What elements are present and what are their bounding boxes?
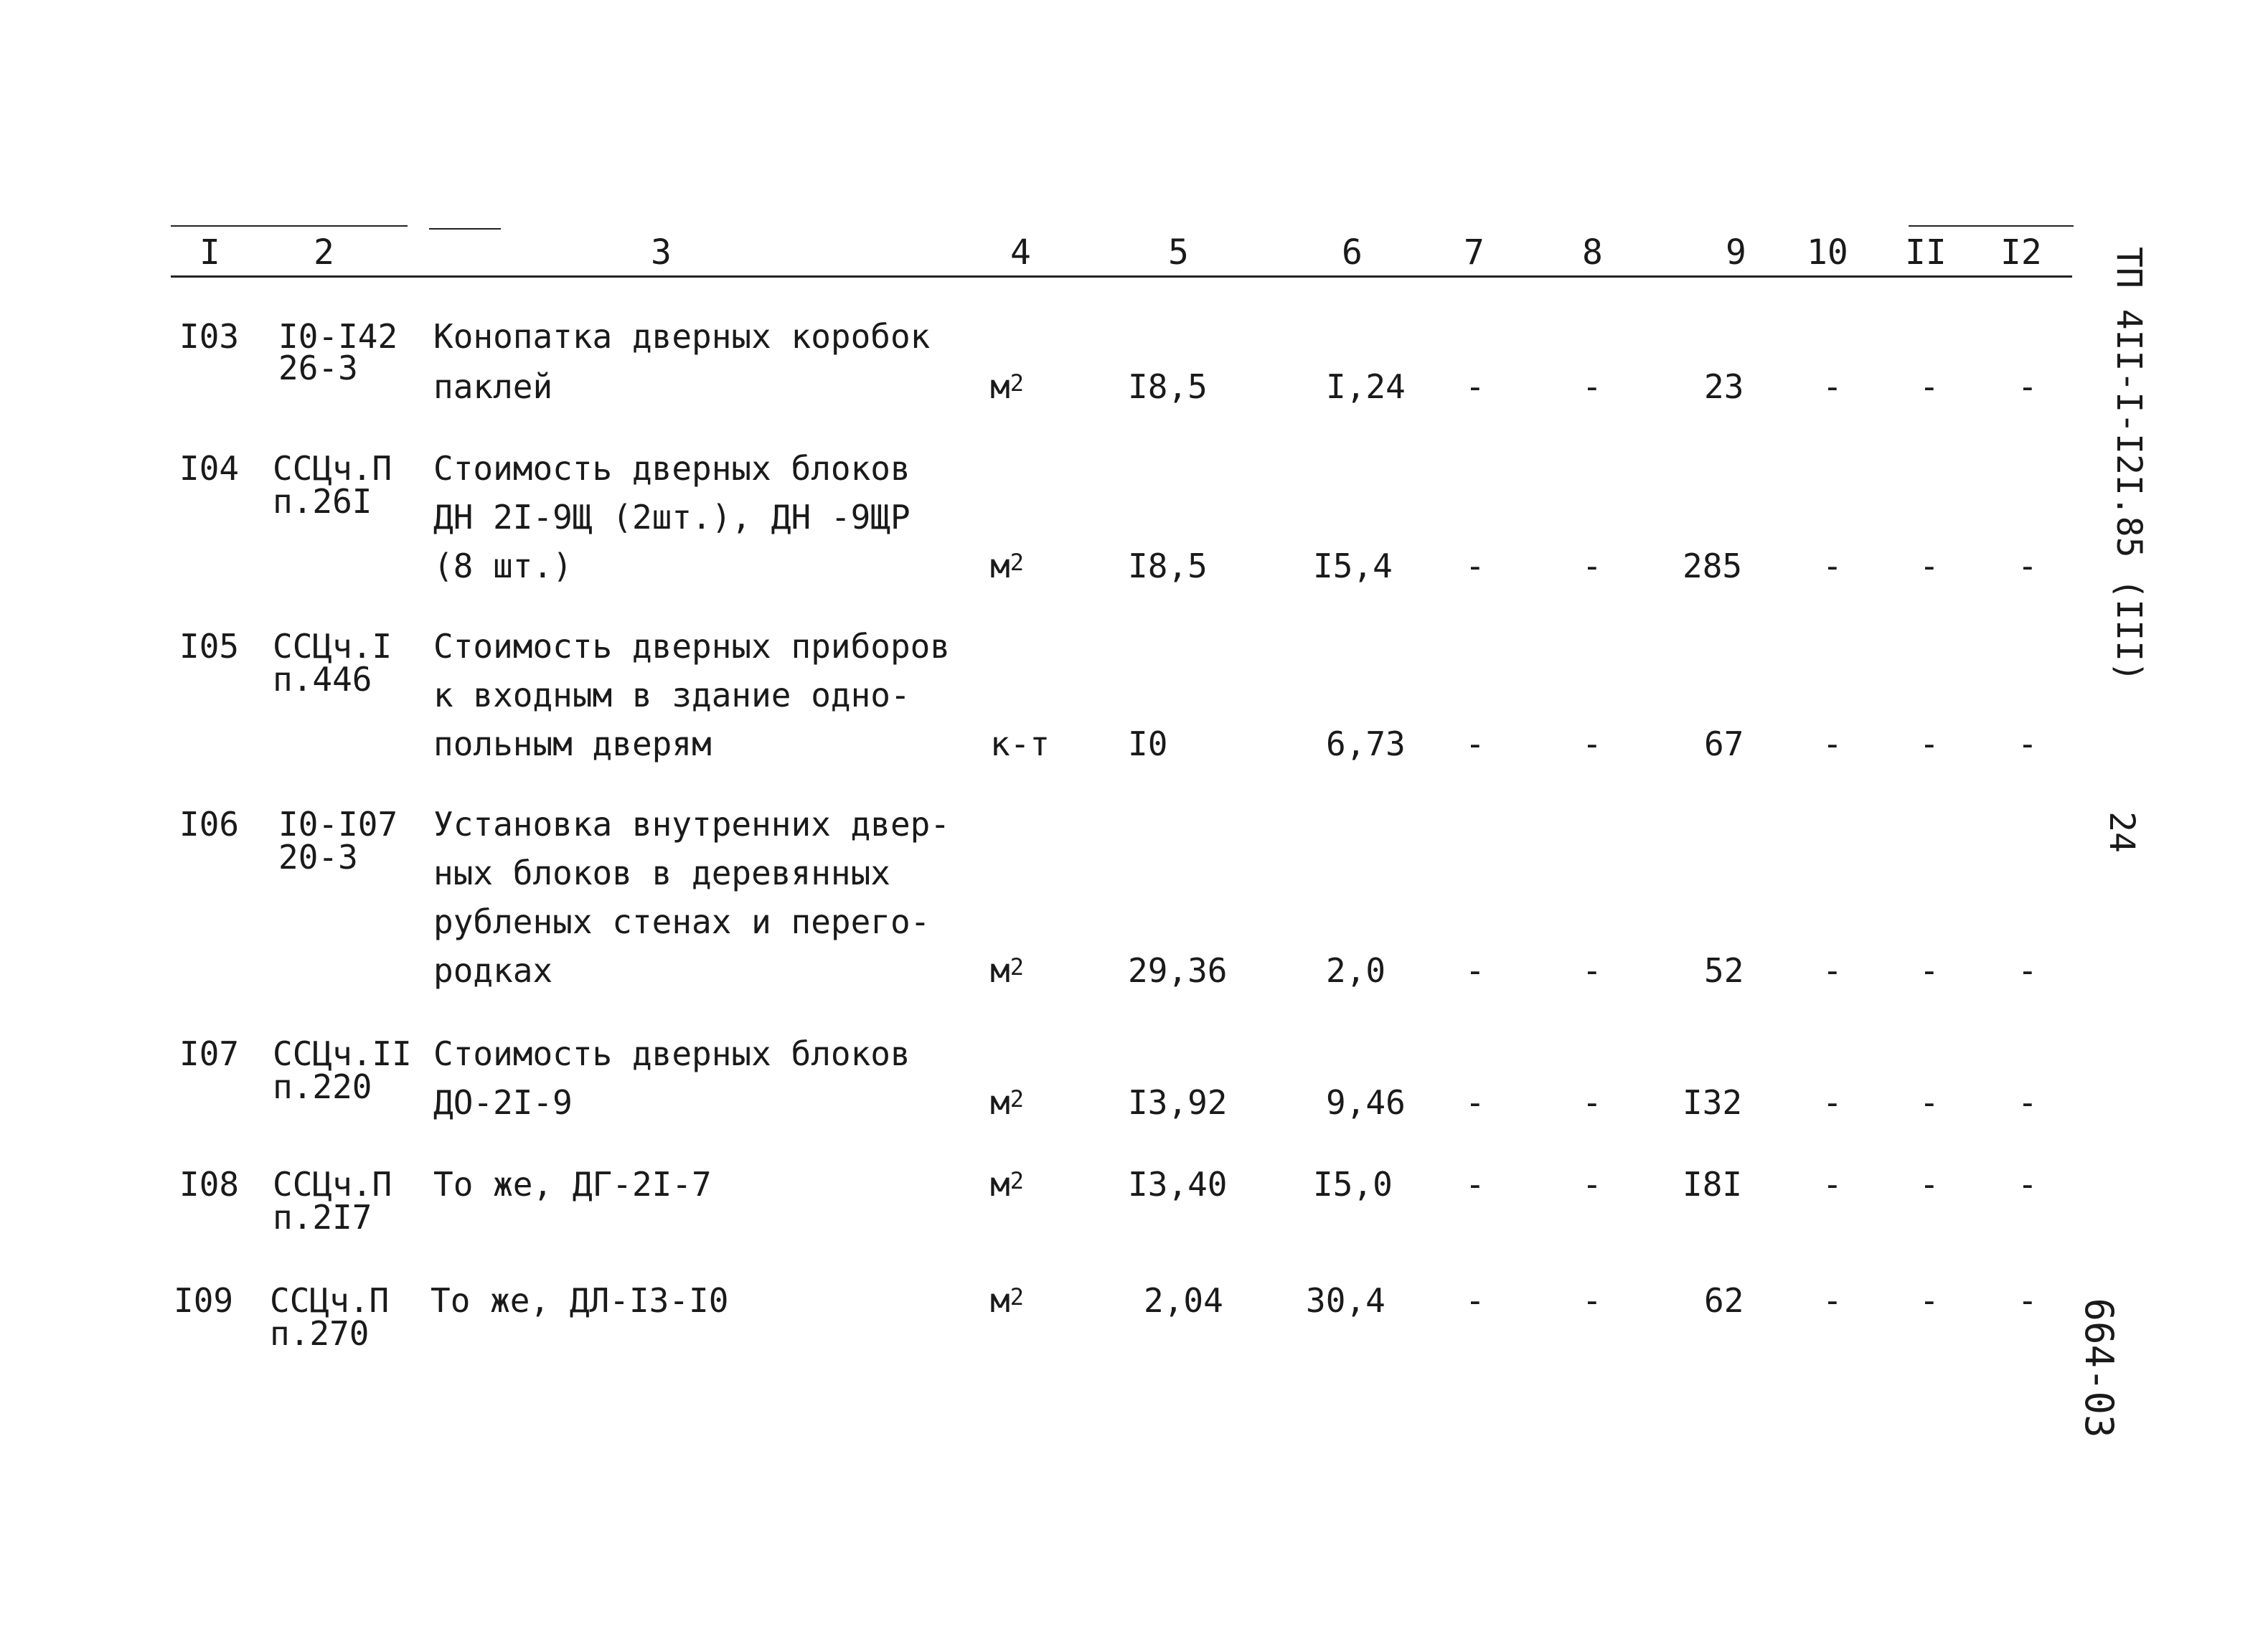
- header-col-3: 3: [651, 232, 672, 273]
- row-col12: -: [2018, 1165, 2038, 1204]
- row-number: I07: [179, 1034, 240, 1073]
- row-col11: -: [1919, 547, 1939, 585]
- row-code-line1: ССЦч.I: [273, 627, 392, 666]
- row-col7: -: [1465, 1083, 1485, 1122]
- row-col12: -: [2018, 951, 2038, 990]
- row-col5: I3,40: [1128, 1165, 1228, 1204]
- row-col12: -: [2018, 367, 2038, 406]
- row-col11: -: [1919, 951, 1939, 990]
- row-code-line2: 20-3: [278, 838, 358, 877]
- row-unit: $м^2$: [990, 951, 1024, 990]
- row-col9: 285: [1683, 547, 1743, 585]
- row-col10: -: [1822, 724, 1843, 763]
- row-col5: I8,5: [1128, 547, 1208, 585]
- row-col12: -: [2018, 547, 2038, 585]
- row-col6: I5,4: [1313, 547, 1393, 585]
- row-col9: I8I: [1683, 1165, 1743, 1204]
- row-description-line1: Конопатка дверных коробок: [433, 317, 931, 356]
- row-code-line2: п.2I7: [273, 1198, 372, 1237]
- row-description-line1: Стоимость дверных блоков: [433, 1034, 911, 1073]
- row-col9: 23: [1704, 367, 1744, 406]
- row-description-line1: Установка внутренних двер-: [433, 805, 951, 844]
- row-number: I08: [179, 1165, 240, 1204]
- row-col5: I8,5: [1128, 367, 1208, 406]
- row-col10: -: [1822, 547, 1843, 585]
- row-code-line2: п.26I: [273, 482, 372, 521]
- row-col6: 9,46: [1326, 1083, 1406, 1122]
- row-description-line2: ДО-2I-9: [433, 1083, 573, 1122]
- row-col12: -: [2018, 1281, 2038, 1320]
- row-col6: I5,0: [1313, 1165, 1393, 1204]
- row-col11: -: [1919, 1165, 1939, 1204]
- row-col5: I3,92: [1128, 1083, 1228, 1122]
- row-col5: 2,04: [1144, 1281, 1223, 1320]
- row-code-line2: п.220: [273, 1067, 372, 1106]
- header-col-10: 10: [1807, 232, 1848, 273]
- row-col9: 67: [1704, 724, 1744, 763]
- row-unit: $м^2$: [990, 367, 1024, 406]
- row-description-line3: польным дверям: [433, 724, 712, 763]
- row-code-line2: 26-3: [278, 349, 358, 387]
- row-col11: -: [1919, 367, 1939, 406]
- header-col-1: I: [199, 232, 220, 273]
- row-number: I03: [179, 317, 240, 356]
- margin-archive-number: 664-03: [2076, 1298, 2122, 1438]
- margin-doc-reference: ТП 4II-I-I2I.85 (III): [2109, 247, 2149, 682]
- margin-page-number: 24: [2102, 811, 2142, 853]
- row-description-line1: То же, ДГ-2I-7: [433, 1165, 712, 1204]
- row-code-line1: ССЦч.II: [273, 1034, 412, 1073]
- row-number: I04: [179, 449, 240, 488]
- row-description-line2: к входным в здание одно-: [433, 676, 911, 714]
- row-col8: -: [1582, 1281, 1602, 1320]
- row-description-line3: рубленых стенах и перего-: [433, 902, 931, 941]
- row-col6: 2,0: [1326, 951, 1386, 990]
- row-unit: $м^2$: [990, 547, 1024, 585]
- row-description-line2: паклей: [433, 367, 553, 406]
- row-col10: -: [1822, 367, 1843, 406]
- row-col6: 30,4: [1306, 1281, 1385, 1320]
- row-col5: 29,36: [1128, 951, 1228, 990]
- row-col9: 52: [1704, 951, 1744, 990]
- row-number: I06: [179, 805, 240, 844]
- row-col11: -: [1919, 1281, 1939, 1320]
- row-col6: 6,73: [1326, 724, 1406, 763]
- row-code-line1: I0-I42: [278, 317, 398, 356]
- row-col8: -: [1582, 367, 1602, 406]
- row-description-line4: родках: [433, 951, 553, 990]
- row-description-line1: Стоимость дверных приборов: [433, 627, 951, 666]
- row-code-line1: ССЦч.П: [270, 1281, 390, 1320]
- row-number: I05: [179, 627, 240, 666]
- row-col7: -: [1465, 367, 1485, 406]
- row-code-line2: п.270: [270, 1314, 370, 1353]
- header-col-5: 5: [1168, 232, 1189, 273]
- header-col-8: 8: [1582, 232, 1603, 273]
- row-number: I09: [174, 1281, 234, 1320]
- header-bottom-rule: [171, 275, 2072, 278]
- row-col9: I32: [1683, 1083, 1743, 1122]
- row-col8: -: [1582, 1083, 1602, 1122]
- row-col12: -: [2018, 724, 2038, 763]
- row-col7: -: [1465, 724, 1485, 763]
- header-col-2: 2: [314, 232, 334, 273]
- header-top-rule-left: [171, 225, 408, 227]
- row-code-line1: I0-I07: [278, 805, 398, 844]
- row-unit: к-т: [990, 724, 1050, 763]
- header-col-12: I2: [2000, 232, 2042, 273]
- row-col7: -: [1465, 1165, 1485, 1204]
- header-top-rule-right: [1909, 225, 2074, 227]
- row-col8: -: [1582, 724, 1602, 763]
- header-col-6: 6: [1342, 232, 1363, 273]
- row-col11: -: [1919, 1083, 1939, 1122]
- row-col8: -: [1582, 547, 1602, 585]
- row-description-line1: Стоимость дверных блоков: [433, 449, 911, 488]
- row-unit: $м^2$: [990, 1165, 1024, 1204]
- row-col8: -: [1582, 1165, 1602, 1204]
- header-col-7: 7: [1464, 232, 1485, 273]
- row-col11: -: [1919, 724, 1939, 763]
- row-code-line1: ССЦч.П: [273, 449, 392, 488]
- row-col7: -: [1465, 1281, 1485, 1320]
- row-col10: -: [1822, 1281, 1843, 1320]
- row-col10: -: [1822, 951, 1843, 990]
- row-description-line1: То же, ДЛ-I3-I0: [431, 1281, 729, 1320]
- row-col9: 62: [1704, 1281, 1744, 1320]
- row-col12: -: [2018, 1083, 2038, 1122]
- row-code-line2: п.446: [273, 660, 372, 699]
- row-col6: I,24: [1326, 367, 1406, 406]
- row-unit: $м^2$: [990, 1083, 1024, 1122]
- row-col5: I0: [1128, 724, 1168, 763]
- row-col10: -: [1822, 1165, 1843, 1204]
- row-col10: -: [1822, 1083, 1843, 1122]
- row-description-line3: (8 шт.): [433, 547, 573, 585]
- row-unit: $м^2$: [990, 1281, 1024, 1320]
- row-code-line1: ССЦч.П: [273, 1165, 392, 1204]
- row-col7: -: [1465, 951, 1485, 990]
- row-col7: -: [1465, 547, 1485, 585]
- header-top-rule-left2: [429, 228, 501, 230]
- header-col-11: II: [1905, 232, 1947, 273]
- header-col-9: 9: [1726, 232, 1746, 273]
- row-col8: -: [1582, 951, 1602, 990]
- row-description-line2: ДН 2I-9Щ (2шт.), ДН -9ЩР: [433, 498, 911, 537]
- row-description-line2: ных блоков в деревянных: [433, 854, 890, 892]
- header-col-4: 4: [1010, 232, 1031, 273]
